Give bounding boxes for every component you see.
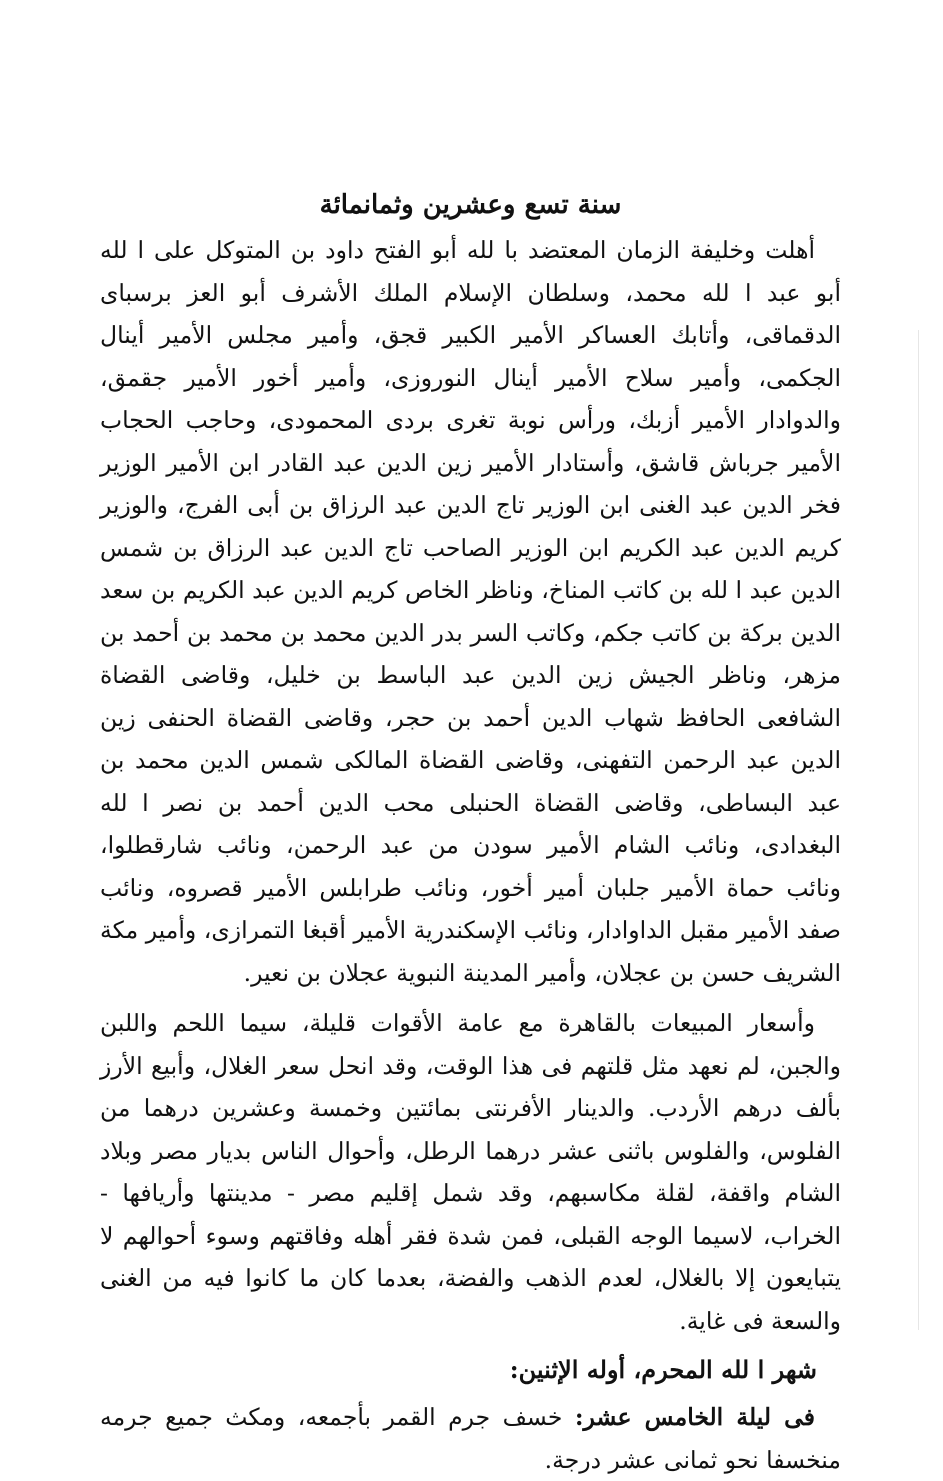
entry-text: خسف جرم القمر بأجمعه، ومكث جميع جرمه منخسفا نحو ثمانى عشر درجة. xyxy=(100,1403,841,1474)
prices-paragraph: وأسعار المبيعات بالقاهرة مع عامة الأقوات قليلة، سيما اللحم واللبن والجبن، لم نعهد مثل قلتهم فى هذا الوقت، وقد انحل سعر الغلال، وأبيع الأرز بألف درهم الأردب. والدينار الأفرنتى بمائتين وخمسة وعشرين درهما من الفلوس، والفلوس باثنى عشر درهما الرطل، وأحوال الناس بديار مصر وبلاد الشام واقفة، لقلة مكاسبهم، وقد شمل إقليم مصر - مدينتها وأريافها - الخراب، لاسيما الوجه القبلى، فمن شدة فقر أهله وفاقتهم وسوء أحوالهم لا يتبايعون إلا بالغلال، لعدم الذهب والفضة، بعدما كان ما كانوا فيه من الغنى والسعة فى غاية. xyxy=(100,1009,841,1335)
entry-paragraph xyxy=(100,1396,841,1481)
month-heading: شهر ا لله المحرم، أوله الإثنين: xyxy=(509,1355,817,1384)
year-title: سنة تسع وعشرين وثمانمائة xyxy=(319,190,622,220)
entry-lead: فى ليلة الخامس عشر: xyxy=(574,1403,815,1431)
officials-paragraph: أهلت وخليفة الزمان المعتضد با لله أبو الفتح داود بن المتوكل على ا لله أبو عبد ا لله محمد، وسلطان الإسلام الملك الأشرف أبو العز برسباى الدقماقى، وأتابك العساكر الأمير الكبير قجق، وأمير مجلس الأمير أينال الجكمى، وأمير سلاح الأمير أينال النوروزى، وأمير أخور الأمير جقمق، والدوادار الأمير أزبك، ورأس نوبة تغرى بردى المحمودى، وحاجب الحجاب الأمير جرباش قاشق، وأستادار الأمير زين الدين عبد القادر ابن الأمير الوزير فخر الدين عبد الغنى ابن الوزير تاج الدين عبد الرزاق بن أبى الفرج، والوزير كريم الدين عبد الكريم ابن الوزير الصاحب تاج الدين عبد الرزاق بن شمس الدين عبد ا لله بن كاتب المناخ، وناظر الخاص كريم الدين عبد الكريم بن سعد الدين بركة بن كاتب جكم، وكاتب السر بدر الدين محمد بن محمد بن أحمد بن مزهر، وناظر الجيش زين الدين عبد الباسط بن خليل، وقاضى القضاة الشافعى الحافظ شهاب الدين أحمد بن حجر، وقاضى القضاة الحنفى زين الدين عبد الرحمن التفهنى، وقاضى القضاة المالكى شمس الدين محمد بن عبد البساطى، وقاضى القضاة الحنبلى محب الدين أحمد بن نصر ا لله البغدادى، ونائب الشام الأمير سودن من عبد الرحمن، ونائب شارقطلوا، ونائب حماة الأمير جلبان أمير أخور، ونائب طرابلس الأمير قصروه، ونائب صفد الأمير مقبل الداوادار، ونائب الإسكندرية الأمير أقبغا التمرازى، وأمير مكة الشريف حسن بن عجلان، وأمير المدينة النبوية عجلان بن نعير. xyxy=(100,236,841,987)
page-edge-line xyxy=(918,330,919,1330)
